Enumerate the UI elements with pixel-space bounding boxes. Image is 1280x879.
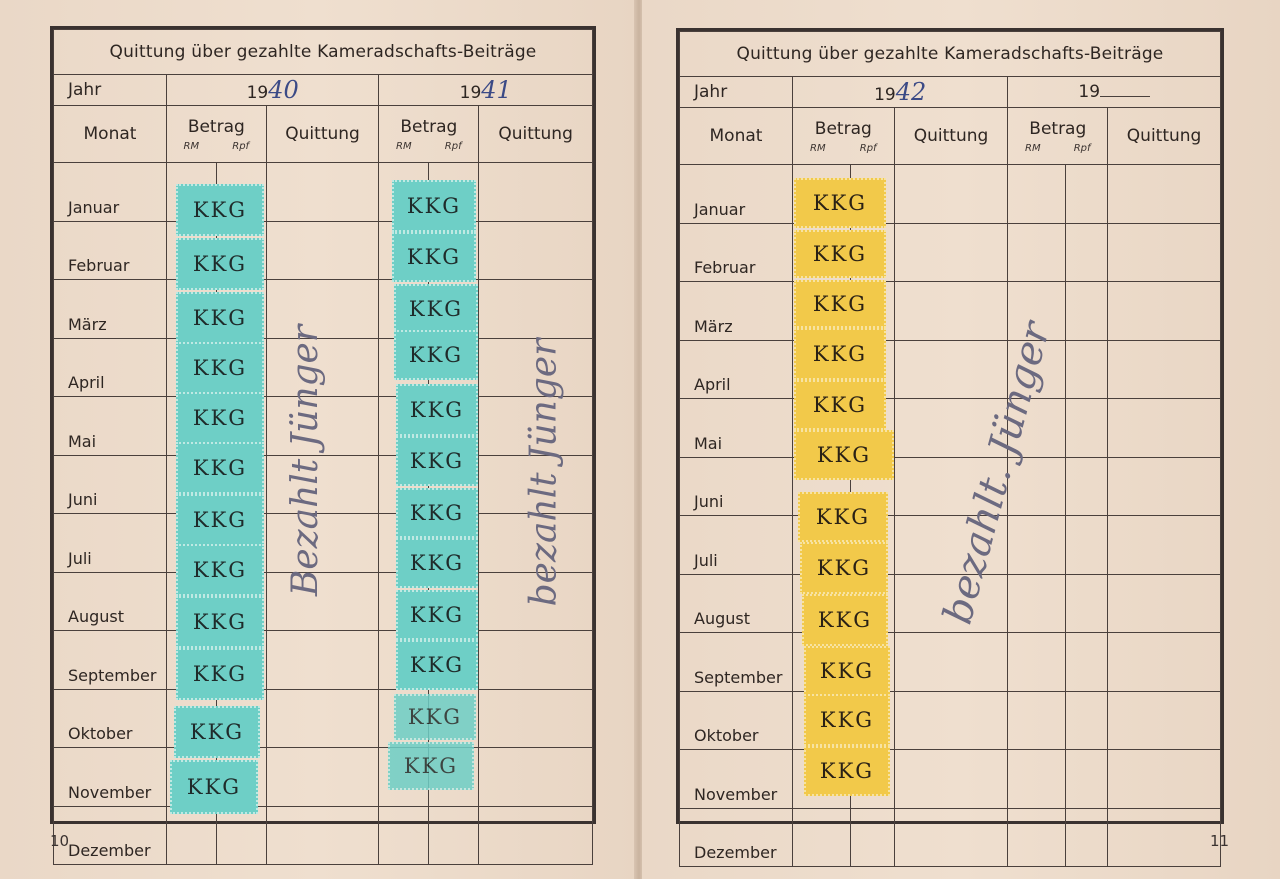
kkg-stamp: KKG [176,342,264,394]
rm-label: RM [810,142,826,154]
year-1941 [379,75,593,106]
year-prefix: 19 [459,83,482,103]
kkg-stamp: KKG [176,392,264,444]
kkg-stamp: KKG [802,594,888,646]
month-label: Januar [54,163,167,222]
month-label: Oktober [680,691,793,750]
month-label: Dezember [54,806,167,865]
kkg-stamp: KKG [176,238,264,290]
monat-header: Monat [54,106,167,163]
quittung-header: Quittung [1108,108,1221,165]
kkg-stamp: KKG [176,494,264,546]
kkg-stamp: KKG [176,596,264,648]
kkg-stamp: KKG [176,648,264,700]
month-label: August [680,574,793,633]
year-blank [1008,77,1221,108]
kkg-stamp: KKG [794,230,886,278]
betrag-header [379,106,479,163]
month-label: Februar [54,221,167,280]
betrag-header [1008,108,1108,165]
monat-header: Monat [680,108,793,165]
kkg-stamp: KKG [800,542,888,594]
kkg-stamp: KKG [396,488,478,538]
year-prefix: 19 [1078,82,1101,102]
kkg-stamp: KKG [804,646,890,696]
rm-label: RM [396,140,412,152]
year-1942 [792,77,1007,108]
kkg-stamp: KKG [396,538,478,588]
year-handwritten: 41 [481,76,512,104]
kkg-stamp: KKG [804,746,890,796]
rm-label: RM [183,140,200,152]
kkg-stamp: KKG [176,544,264,596]
month-label: März [54,280,167,339]
month-label: Juni [680,457,793,516]
betrag-header [166,106,266,163]
page-number: 11 [1210,832,1230,850]
kkg-stamp: KKG [794,280,886,328]
betrag-label: Betrag [1029,118,1087,139]
year-1940 [166,75,379,106]
jahr-label: Jahr [680,77,793,108]
betrag-label: Betrag [400,116,458,137]
kkg-stamp: KKG [396,436,478,486]
kkg-stamp: KKG [794,430,894,480]
quittung-header: Quittung [894,108,1008,165]
year-prefix: 19 [246,83,269,103]
kkg-stamp: KKG [170,760,258,814]
kkg-stamp: KKG [394,284,478,334]
quittung-header: Quittung [479,106,593,163]
kkg-stamp: KKG [176,442,264,494]
month-label: Mai [680,399,793,458]
rpf-label: Rpf [444,140,462,152]
betrag-label: Betrag [187,116,245,137]
kkg-stamp: KKG [394,694,476,740]
signature-1942: bezahlt. Jünger [934,317,1060,629]
month-label: September [680,633,793,692]
month-label: August [54,572,167,631]
month-label: Juni [54,455,167,514]
kkg-stamp: KKG [804,694,890,746]
kkg-stamp: KKG [794,328,886,380]
month-label: Juli [54,514,167,573]
year-handwritten: 40 [268,76,299,104]
kkg-stamp: KKG [176,292,264,344]
kkg-stamp: KKG [176,184,264,236]
month-label: April [680,340,793,399]
month-label: Oktober [54,689,167,748]
rpf-label: Rpf [1073,142,1091,154]
signature-1940: Bezahlt Jünger [285,324,327,597]
kkg-stamp: KKG [396,384,478,436]
kkg-stamp: KKG [394,330,478,380]
kkg-stamp: KKG [174,706,260,758]
month-label: November [54,748,167,807]
page-number: 10 [50,832,70,850]
month-label: Juli [680,516,793,575]
ledger-title: Quittung über gezahlte Kameradschafts-Beiträge [680,32,1221,77]
page-left [0,0,636,879]
month-label: Januar [680,165,793,224]
month-label: November [680,750,793,809]
month-label: April [54,338,167,397]
signature-1941: bezahlt Jünger [523,338,565,607]
month-label: September [54,631,167,690]
quittung-header: Quittung [266,106,379,163]
kkg-stamp: KKG [388,742,474,790]
year-handwritten: 42 [895,78,927,106]
ledger-table-right [679,31,1221,867]
month-label: Mai [54,397,167,456]
kkg-stamp: KKG [396,640,478,690]
rpf-label: Rpf [232,140,250,152]
betrag-label: Betrag [814,118,872,139]
rm-label: RM [1025,142,1041,154]
ledger-title: Quittung über gezahlte Kameradschafts-Beiträge [54,30,593,75]
month-label: Februar [680,223,793,282]
kkg-stamp: KKG [396,590,478,640]
month-label: März [680,282,793,341]
kkg-stamp: KKG [794,178,886,228]
jahr-label: Jahr [54,75,167,106]
page-right [642,0,1280,879]
betrag-header [792,108,894,165]
rpf-label: Rpf [859,142,877,154]
kkg-stamp: KKG [392,232,476,282]
year-prefix: 19 [874,85,896,105]
month-label: Dezember [680,808,793,867]
kkg-stamp: KKG [392,180,476,232]
kkg-stamp: KKG [798,492,888,542]
kkg-stamp: KKG [794,380,886,430]
